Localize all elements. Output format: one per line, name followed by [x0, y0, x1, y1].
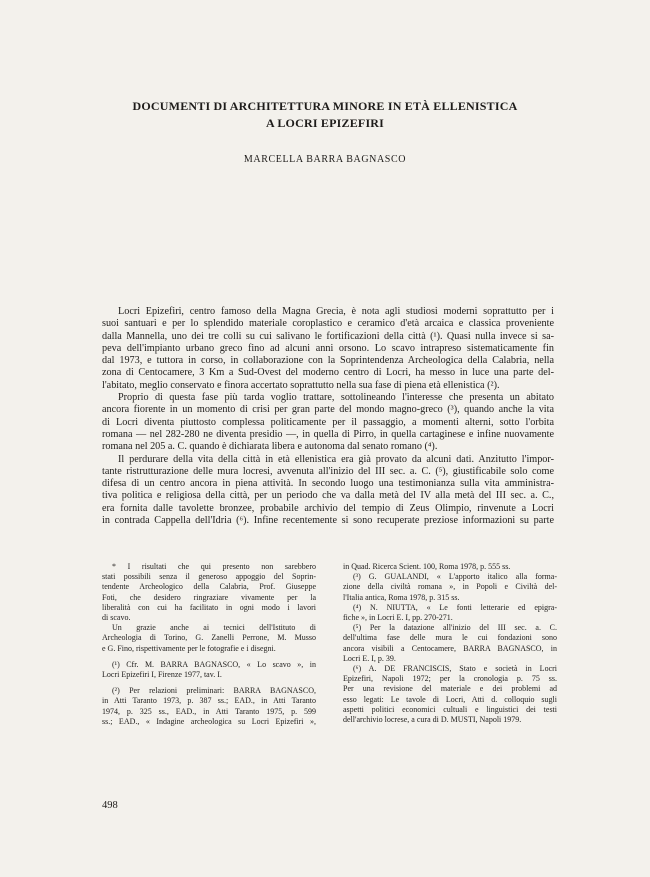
footnote-line: Archeologia di Torino, G. Zanelli Perrone, M. Musso	[102, 633, 316, 643]
author-name: MARCELLA BARRA BAGNASCO	[243, 154, 407, 165]
footnote-line: 1974, p. 325 ss., EAD., in Atti Taranto 1975, p. 599	[102, 706, 316, 716]
body-text-line: dal 1973, e tuttora in corso, in collaborazione con la Soprintendenza Archeologica della Calabria, nella	[102, 355, 554, 367]
body-text	[102, 306, 554, 527]
footnote-line: in Atti Taranto 1973, p. 387 ss.; EAD., in Atti Taranto	[102, 696, 316, 706]
body-text-line: romana nel 205 a. C. quando è dichiarata libera e autonoma dal senato romano (⁴).	[102, 441, 438, 453]
footnote-line: Un grazie anche ai tecnici dell'Istituto di	[112, 623, 316, 633]
footnote-line: (²) Per relazioni preliminari: BARRA BAGNASCO,	[112, 686, 316, 696]
footnotes-left-column	[102, 562, 316, 727]
footnote-line: * I risultati che qui presento non sarebbero	[112, 562, 316, 571]
footnote-line: liberalità con cui ha facilitato in ogni modo i lavori	[102, 602, 316, 612]
footnote-line: (⁵) Per la datazione all'inizio del III sec. a. C.	[353, 623, 557, 633]
footnote-line: l'Italia antica, Roma 1978, p. 315 ss.	[343, 592, 460, 602]
footnote-line: Epizefiri, Napoli 1972; per la cronologia p. 75 ss.	[343, 674, 557, 684]
body-text-line: suoi santuari e per lo splendido materiale coroplastico e ceramico d'età arcaica e classica proveniente	[102, 318, 554, 330]
footnote-line: Locri E. I, p. 39.	[343, 653, 396, 663]
body-text-line: Locri Epizefiri, centro famoso della Magna Grecia, è nota agli studiosi moderni soprattutto per i	[118, 306, 554, 317]
article-title	[100, 98, 550, 132]
footnote-line: zione della civiltà romana », in Popoli e Civiltà del-	[343, 582, 557, 592]
body-text-line: difesa di un centro ancora in piena attività. In secondo luogo una testimonianza sulla vita amministra-	[102, 478, 554, 490]
body-text-line: in contrada Cappella dell'Idria (⁶). Infine recentemente si sono recuperate preziose informazioni su parte	[102, 515, 554, 527]
body-text-line: tante ristrutturazione delle mura locresi, avvenuta all'inizio del III sec. a. C. (⁵), giustificabile solo come	[102, 465, 554, 477]
footnote-line: in Quad. Ricerca Scient. 100, Roma 1978, p. 555 ss.	[343, 562, 511, 571]
footnote-line: (⁶) A. DE FRANCISCIS, Stato e società in Locri	[353, 664, 557, 674]
footnote-line: fiche », in Locri E. I, pp. 270-271.	[343, 613, 453, 623]
footnote-line: Foti, che desidero ringraziare vivamente per la	[102, 592, 316, 602]
footnote-line: (¹) Cfr. M. BARRA BAGNASCO, « Lo scavo », in	[112, 659, 316, 669]
footnote-line: e G. Fino, rispettivamente per le fotografie e i disegni.	[102, 643, 276, 653]
body-text-line: zona di Centocamere, 3 Km a Sud-Ovest del moderno centro di Locri, ha messo in luce una parte del-	[102, 367, 554, 379]
body-text-line: Proprio di questa fase più tarda voglio trattare, sottolineando l'interesse che presenta un abitato	[118, 392, 554, 404]
body-text-line: l'abitato, meglio conservato e finora accertato soprattutto nella sua fase di piena età ellenistica (²).	[102, 379, 500, 391]
body-text-line: peva dell'impianto urbano greco fino ad alcuni anni orsono. Lo scavo intrapreso sistematicamente fin	[102, 342, 554, 354]
footnote-line: di scavo.	[102, 613, 131, 623]
footnote-line: Locri Epizefiri I, Firenze 1977, tav. I.	[102, 670, 222, 680]
body-text-line: dalla Mannella, uno dei tre colli su cui salivano le fortificazioni della città (¹). Quasi nulla invece si sa-	[102, 330, 554, 342]
footnote-line: (³) G. GUALANDI, « L'apporto italico alla forma-	[353, 572, 557, 582]
footnote-line: aspetti politici economici cultuali e linguistici dei testi	[343, 704, 557, 714]
footnote-line: (⁴) N. NIUTTA, « Le fonti letterarie ed epigra-	[353, 602, 557, 612]
footnote-line: tendente Archeologico della Calabria, Prof. Giuseppe	[102, 582, 316, 592]
body-text-line: di Locri diventa piuttosto complessa politicamente per il passaggio, a momenti alterni, sotto l'orbita	[102, 416, 554, 428]
footnote-line: ss.; EAD., « Indagine archeologica su Locri Epizefiri »,	[102, 716, 316, 726]
page-number: 498	[102, 800, 118, 811]
footnote-line: dell'ultima fase delle mura le cui fondazioni sono	[343, 633, 557, 643]
footnote-line: dell'archivio locrese, a cura di D. MUSTI, Napoli 1979.	[343, 715, 522, 725]
footnote-line: ancora visibili a Centocamere, BARRA BAGNASCO, in	[343, 643, 557, 653]
footnotes-right-column	[343, 562, 557, 725]
body-text-line: Il perdurare della vita della città in età ellenistica era già provato da alcuni dati. Anzitutto l'impor-	[118, 453, 554, 465]
body-text-line: romana — nel 282-280 ne diventa presidio —, in quella di Pirro, in quella cartaginese e infine nuovamente	[102, 428, 554, 440]
title-line-2: A LOCRI EPIZEFIRI	[265, 116, 385, 130]
title-line-1: DOCUMENTI DI ARCHITETTURA MINORE IN ETÀ ELLENISTICA	[132, 99, 518, 113]
footnote-line: esso legati: Le tavole di Locri, Atti d. colloquio sugli	[343, 694, 557, 704]
footnote-line: Per una revisione del materiale e dei problemi ad	[343, 684, 557, 694]
body-text-line: tiva politica e religiosa della città, per un periodo che va dalla metà del IV alla metà del III sec. a. C.,	[102, 490, 554, 502]
body-text-line: ancora fiorente in un momento di crisi per gran parte del mondo magno-greco (³), quando anche la vita	[102, 404, 554, 416]
footnote-line: stati possibili senza il generoso appoggio del Soprin-	[102, 572, 316, 582]
body-text-line: era fornita dalle tavolette bronzee, probabile archivio del tempio di Zeus Olimpio, rinvenute a Locri	[102, 502, 554, 514]
